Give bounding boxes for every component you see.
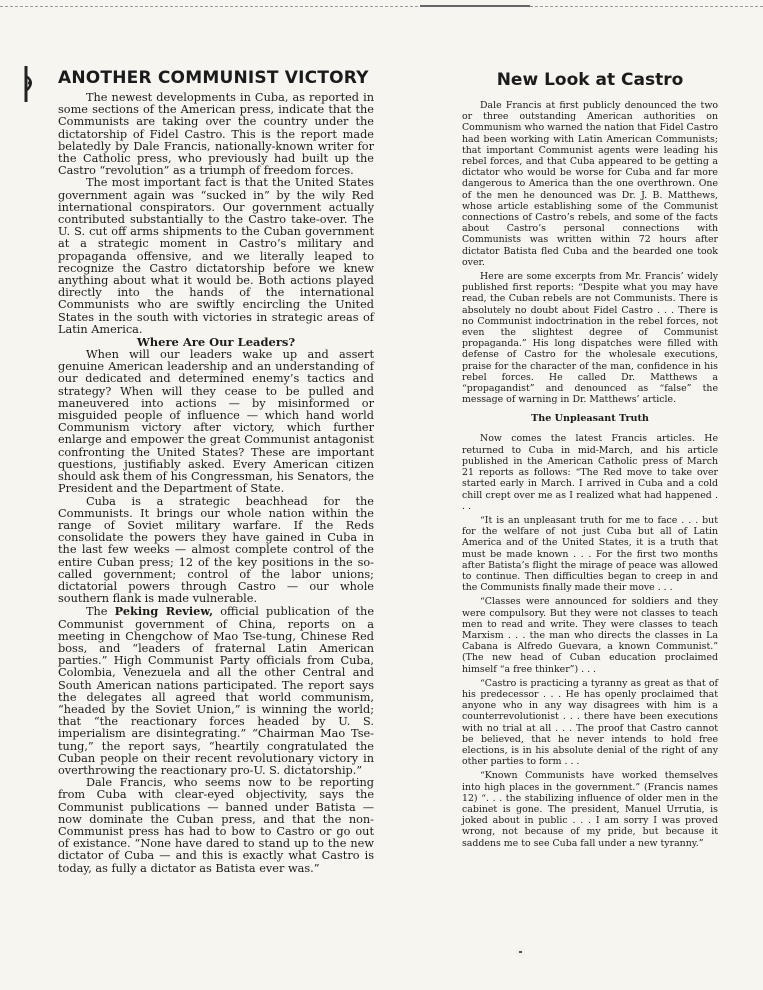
- peking-review-bold: Peking Review,: [114, 604, 214, 619]
- peking-lead: The: [86, 605, 108, 619]
- left-paragraph-4: Cuba is a strategic beachhead for the Communists. It brings our whole nation within the range of Soviet military warfare. If the Reds consolidate the powers they have gained in Cuba in the last few weeks — almost complete control of the entire Cuban press; 12 of the key positions in the so-called government; control of the labor unions; dictatorial powers through Castro — our whole southern flank is made vulnerable.: [58, 494, 374, 606]
- right-paragraph-2: Here are some excerpts from Mr. Francis’ widely published first reports: “Despite what you may have read, the Cuban rebels are not Communists. There is absolutely no doubt about Fidel Castro . . . There is no Communist indoctrination in the rebel forces, not even the slightest degree of Communist propaganda.” His long dispatches were filled with defense of Castro for the wholesale executions, praise for the character of the man, confidence in his rebel forces. He called Dr. Matthews a “propagandist” and denounced as “false” the message of warning in Dr. Matthews’ article.: [462, 271, 718, 406]
- left-paragraph-1: The newest developments in Cuba, as reported in some sections of the American press, indicate that the Communists are taking over the country under the dictatorship of Fidel Castro. This is the report made belatedly by Dale Francis, nationally-known writer for the Catholic press, who previously had built up the Castro “revolution” as a triumph of freedom forces.: [58, 91, 374, 178]
- left-paragraph-peking: [58, 605, 374, 777]
- left-column: [58, 68, 374, 875]
- left-paragraph-last: Dale Francis, who seems now to be reporting from Cuba with clear-eyed objectivity, says the Communist publications — banned under Batista — now dominate the Cuban press, and that the non-Communist press has had to bow to Castro or go out of existance. “None have dared to stand up to the new dictator of Cuba — and this is exactly what Castro is today, as fully a dictator as Batista ever was.”: [58, 776, 374, 875]
- left-subheading: Where Are Our Leaders?: [136, 335, 296, 350]
- left-paragraph-2: The most important fact is that the United States government again was “sucked in” by the wily Red international conspirators. Our government actually contributed substantially to the Castro take-over. The U. S. cut off arms shipments to the Cuban government at a strategic moment in Castro’s military and propaganda offensive, and we literally leaped to recognize the Castro dictatorship before we knew anything about what it would be. Both actions played directly into the hands of the international Communists who are swiftly encircling the United States in the south with victories in strategic areas of Latin America.: [58, 176, 374, 336]
- right-column: [462, 70, 718, 852]
- top-dashed-rule: [0, 6, 763, 7]
- right-paragraph-5: “Classes were announced for soldiers and they were compulsory. But they were not classes to teach men to read and write. They were classes to teach Marxism . . . the man who directs the classes in La Cabana is Alfredo Guevara, a known Communist.” (The new head of Cuban education proclaimed himself “a free thinker”) . . .: [462, 596, 718, 675]
- right-subheading: The Unpleasant Truth: [531, 413, 649, 425]
- margin-bracket-icon: [22, 64, 38, 104]
- right-paragraph-4: “It is an unpleasant truth for me to face . . . but for the welfare of not just Cuba but all of Latin America and of the United States, it is a truth that must be made known . . . For the first two months after Batista’s flight the mirage of peace was allowed to continue. Then difficulties began to creep in and the Communists finally made their move . . .: [462, 514, 718, 594]
- left-paragraph-3: When will our leaders wake up and assert genuine American leadership and an understanding of our dedicated and determined enemy’s tactics and strategy? When will they cease to be pulled and maneuvered into actions — by misinformed or misguided people of influence — which hand world Communism victory after victory, which further enlarge and empower the great Communist antagonist confronting the United States? These are important questions, justifiably asked. Every American citizen should ask them of his Congressman, his Senators, the President and the Department of State.: [58, 348, 374, 496]
- left-title: ANOTHER COMMUNIST VICTORY: [58, 68, 369, 88]
- right-title: New Look at Castro: [496, 70, 684, 90]
- top-rule-segment: [420, 5, 530, 7]
- right-paragraph-1: Dale Francis at first publicly denounced the two or three outstanding American authorities on Communism who warned the nation that Fidel Castro had been working with Latin American Communists; that important Communist agents were leading his rebel forces, and that Cuba appeared to be getting a dictator who would be worse for Cuba and far more dangerous to America than the one overthrown. One of the men he denounced was Dr. J. B. Matthews, whose article establishing some of the Communist connections of Castro’s rebels, and some of the facts about Castro’s personal connections with Communists was written within 72 hours after dictator Batista fled Cuba and the bearded one took over.: [462, 100, 718, 268]
- peking-rest: official publication of the Communist government of China, reports on a meeting in Chengchow of Mao Tse-tung, Chinese Red boss, and “leaders of fraternal Latin American parties.” High Communist Party officials from Cuba, Colombia, Venezuela and all the other Central and South American nations participated. The report says the delegates all agreed that world communism, “headed by the Soviet Union,” is winning the world; that “the reactionary forces headed by U. S. imperialism are disintegrating.” “Chairman Mao Tse-tung,” the report says, “heartily congratulated the Cuban people on their recent revolutionary victory in overthrowing the reactionary pro-U. S. dictatorship.”: [58, 605, 375, 777]
- right-paragraph-7: “Known Communists have worked themselves into high places in the government.” (Francis names 12) “. . . the stabilizing influence of older men in the cabinet is gone. The president, Manuel Urrutia, is joked about in public . . . I am sorry I was proved wrong, not because of my pride, but because it saddens me to see Cuba fall under a new tyranny.”: [462, 770, 718, 849]
- right-paragraph-6: “Castro is practicing a tyranny as great as that of his predecessor . . . He has openly proclaimed that anyone who in any way disagrees with him is a counterrevolutionist . . . there have been executions with no trial at all . . . The proof that Castro cannot be believed, that he never intends to hold free elections, is in his absolute denial of the right of any other parties to form . . .: [462, 677, 718, 768]
- right-paragraph-3: Now comes the latest Francis articles. He returned to Cuba in mid-March, and his article published in the American Catholic press of March 21 reports as follows: “The Red move to take over started early in March. I arrived in Cuba and a cold chill crept over me as I realized what had happened . . .: [462, 433, 718, 512]
- page-speck: [519, 951, 522, 953]
